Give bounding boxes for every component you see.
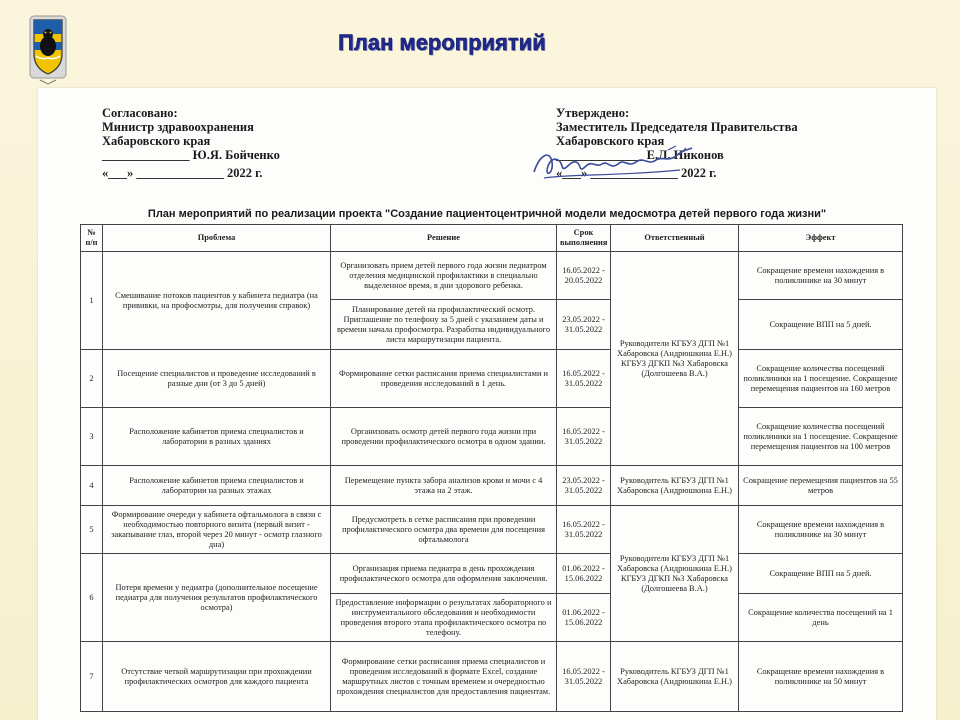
row-term: 23.05.2022 - 31.05.2022: [557, 466, 611, 506]
table-row: [81, 554, 903, 594]
khabarovsk-emblem-icon: [28, 14, 68, 86]
row-responsible: Руководители КГБУЗ ДГП №1 Хабаровска (Андрюшкина Е.Н.) КГБУЗ ДГКП №3 Хабаровска (Долгошеева В.А.): [611, 252, 739, 466]
row-problem: Посещение специалистов и проведение исследований в разные дни (от 3 до 5 дней): [103, 350, 331, 408]
row-term: 23.05.2022 - 31.05.2022: [557, 300, 611, 350]
row-num: 3: [81, 408, 103, 466]
row-problem: Расположение кабинетов приема специалистов и лаборатории на разных этажах: [103, 466, 331, 506]
plan-table: [80, 224, 903, 712]
row-term: 16.05.2022 - 31.05.2022: [557, 506, 611, 554]
scanned-document: [38, 88, 936, 720]
row-num: 6: [81, 554, 103, 642]
table-row: [81, 506, 903, 554]
row-problem: Формирование очереди у кабинета офтальмолога в связи с необходимостью повторного визита (первый визит - закапывание глаз, второй через 20 минут - осмотр глазного дна): [103, 506, 331, 554]
approval-left-heading: Согласовано:: [102, 106, 178, 120]
table-row: [81, 466, 903, 506]
plan-title: План мероприятий по реализации проекта "Создание пациентоцентричной модели медосмотра детей первого года жизни": [147, 208, 827, 220]
table-row: [81, 408, 903, 466]
row-effect: Сокращение ВПП на 5 дней.: [739, 300, 903, 350]
row-problem: Потеря времени у педиатра (дополнительное посещение педиатра для получения результатов профилактического осмотра): [103, 554, 331, 642]
row-problem: Отсутствие четкой маршрутизации при прохождении профилактических осмотров для каждого пациента: [103, 642, 331, 712]
approval-right-date-line: «___» ______________ 2022 г.: [556, 166, 717, 180]
header-num: № п/п: [81, 225, 103, 252]
row-effect: Сокращение количества посещений поликлиники на 1 посещение. Сокращение перемещения пациентов на 160 метров: [739, 350, 903, 408]
handwritten-signature: [530, 144, 700, 184]
header-responsible: Ответственный: [611, 225, 739, 252]
header-problem: Проблема: [103, 225, 331, 252]
row-effect: Сокращение времени нахождения в поликлинике на 30 минут: [739, 506, 903, 554]
approval-left-date-line: «___» ______________ 2022 г.: [102, 166, 263, 180]
approval-left-line2: Хабаровского края: [102, 134, 211, 148]
table-row: [81, 350, 903, 408]
row-term: 01.06.2022 - 15.06.2022: [557, 554, 611, 594]
row-problem: Расположение кабинетов приема специалистов и лаборатории в разных зданиях: [103, 408, 331, 466]
row-num: 4: [81, 466, 103, 506]
row-num: 5: [81, 506, 103, 554]
row-term: 16.05.2022 - 31.05.2022: [557, 408, 611, 466]
row-term: 16.05.2022 - 20.05.2022: [557, 252, 611, 300]
row-solution: Формирование сетки расписания приема специалистов и проведения исследований в формате Excel, создание маршрутных листов с точным временем и очередностью прохождения специалистов для предоставления пациентам.: [331, 642, 557, 712]
row-effect: Сокращение времени нахождения в поликлинике на 30 минут: [739, 252, 903, 300]
table-header-row: [81, 225, 903, 252]
approval-left-line1: Министр здравоохранения: [102, 120, 254, 134]
row-num: 7: [81, 642, 103, 712]
row-term: 16.05.2022 - 31.05.2022: [557, 642, 611, 712]
row-solution: Формирование сетки расписания приема специалистами и проведения исследований в 1 день.: [331, 350, 557, 408]
row-solution: Организовать осмотр детей первого года жизни при проведении профилактического осмотра в одном здании.: [331, 408, 557, 466]
row-term: 16.05.2022 - 31.05.2022: [557, 350, 611, 408]
row-effect: Сокращение времени нахождения в поликлинике на 50 минут: [739, 642, 903, 712]
approval-left-sign-line: ______________ Ю.Я. Бойченко: [102, 148, 280, 162]
approval-right-sign-line: ______________ Е.Л. Никонов: [556, 148, 724, 162]
row-num: 1: [81, 252, 103, 350]
slide-title: План мероприятий: [338, 30, 546, 55]
table-row: [81, 252, 903, 300]
row-solution: Перемещение пункта забора анализов крови и мочи с 4 этажа на 2 этаж.: [331, 466, 557, 506]
row-responsible: Руководитель КГБУЗ ДГП №1 Хабаровска (Андрюшкина Е.Н.): [611, 642, 739, 712]
header-effect: Эффект: [739, 225, 903, 252]
row-term: 01.06.2022 - 15.06.2022: [557, 594, 611, 642]
approval-right-heading: Утверждено:: [556, 106, 630, 120]
row-solution: Предоставление информации о результатах лабораторного и инструментального обследования и необходимости проведения второго этапа профилактического осмотра по телефону.: [331, 594, 557, 642]
row-effect: Сокращение количества посещений поликлиники на 1 посещение. Сокращение перемещения пациентов на 100 метров: [739, 408, 903, 466]
row-responsible: Руководитель КГБУЗ ДГП №1 Хабаровска (Андрюшкина Е.Н.): [611, 466, 739, 506]
row-solution: Организовать прием детей первого года жизни педиатром отделения медицинской профилактики в специально выделенное время, в дни здорового ребенка.: [331, 252, 557, 300]
approval-block-left: [102, 106, 280, 180]
header-solution: Решение: [331, 225, 557, 252]
approval-right-line2: Хабаровского края: [556, 134, 665, 148]
row-num: 2: [81, 350, 103, 408]
row-effect: Сокращение ВПП на 5 дней.: [739, 554, 903, 594]
row-responsible: Руководители КГБУЗ ДГП №1 Хабаровска (Андрюшкина Е.Н.) КГБУЗ ДГКП №3 Хабаровска (Долгошеева В.А.): [611, 506, 739, 642]
row-solution: Планирование детей на профилактический осмотр. Приглашение по телефону за 5 дней с указанием даты и времени начала профосмотра. Разработка индивидуального листа маршрутизации пациента.: [331, 300, 557, 350]
row-solution: Предусмотреть в сетке расписания при проведении профилактического осмотра два времени для посещения офтальмолога: [331, 506, 557, 554]
table-row: [81, 642, 903, 712]
row-effect: Сокращение количества посещений на 1 день: [739, 594, 903, 642]
header-term: Срок выполнения: [557, 225, 611, 252]
row-problem: Смешивание потоков пациентов у кабинета педиатра (на прививки, на профосмотры, для получения справок): [103, 252, 331, 350]
approval-right-line1: Заместитель Председателя Правительства: [556, 120, 798, 134]
row-effect: Сокращение перемещения пациентов на 55 метров: [739, 466, 903, 506]
row-solution: Организация приема педиатра в день прохождения профилактического осмотра для оформления заключения.: [331, 554, 557, 594]
